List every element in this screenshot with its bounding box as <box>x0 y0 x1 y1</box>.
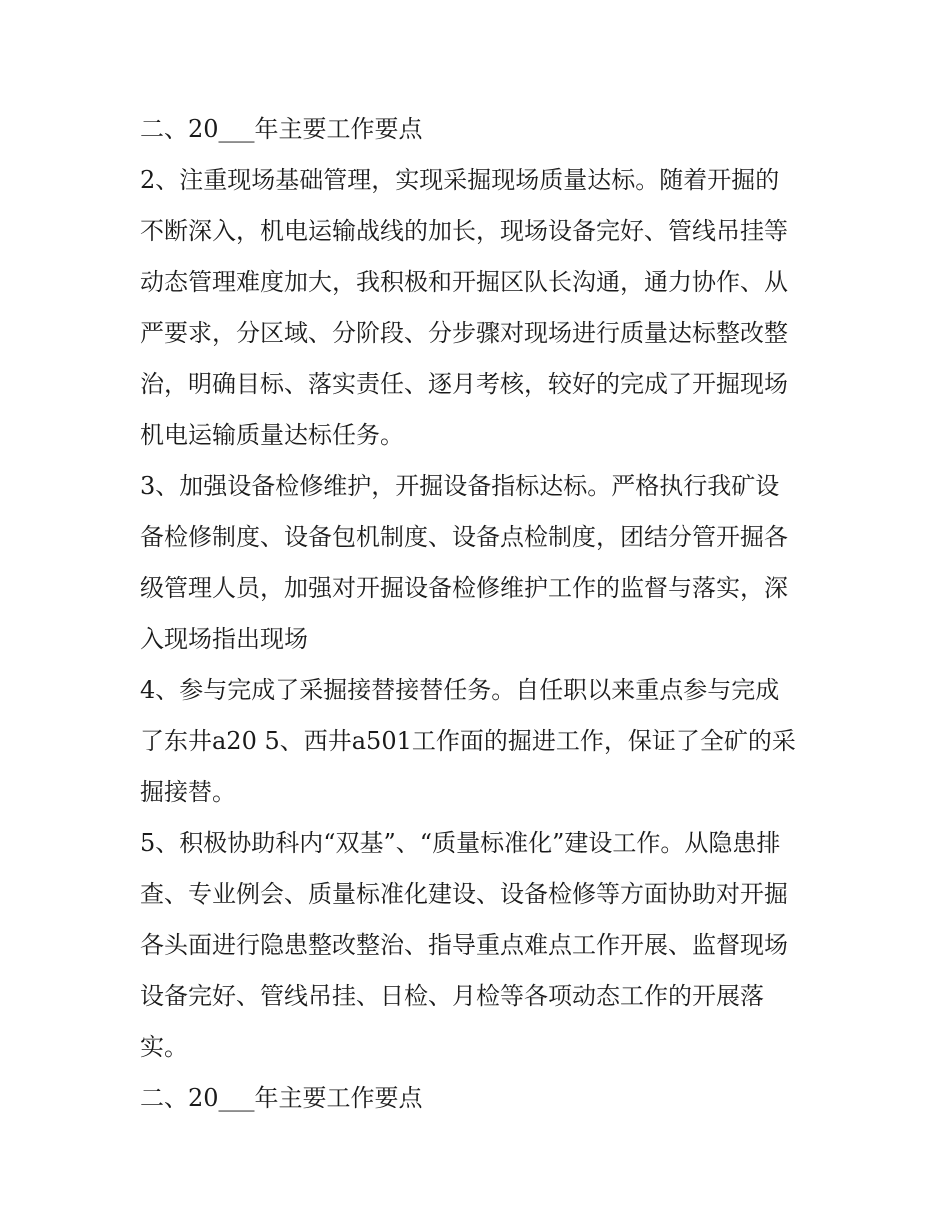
paragraph-line: 不断深入，机电运输战线的加长，现场设备完好、管线吊挂等 <box>140 217 788 245</box>
paragraph-line: 各头面进行隐患整改整治、指导重点难点工作开展、监督现场 <box>140 931 788 959</box>
heading-line: 二、20___年主要工作要点 <box>140 115 423 143</box>
paragraph-line: 入现场指出现场 <box>140 625 308 653</box>
paragraph-line: 备检修制度、设备包机制度、设备点检制度，团结分管开掘各 <box>140 523 788 551</box>
paragraph-line: 了东井a20 5、西井a501工作面的掘进工作，保证了全矿的采 <box>140 727 796 755</box>
document-body <box>140 104 820 1124</box>
heading-line: 二、20___年主要工作要点 <box>140 1084 423 1112</box>
paragraph-line: 3、加强设备检修维护，开掘设备指标达标。严格执行我矿设 <box>140 472 780 500</box>
paragraph-line: 实。 <box>140 1033 188 1061</box>
paragraph-line: 机电运输质量达标任务。 <box>140 421 404 449</box>
paragraph-line: 治，明确目标、落实责任、逐月考核，较好的完成了开掘现场 <box>140 370 788 398</box>
paragraph-line: 设备完好、管线吊挂、日检、月检等各项动态工作的开展落 <box>140 982 764 1010</box>
paragraph-line: 严要求，分区域、分阶段、分步骤对现场进行质量达标整改整 <box>140 319 788 347</box>
paragraph-line: 4、参与完成了采掘接替接替任务。自任职以来重点参与完成 <box>140 676 780 704</box>
paragraph-line: 级管理人员，加强对开掘设备检修维护工作的监督与落实，深 <box>140 574 788 602</box>
paragraph-line: 查、专业例会、质量标准化建设、设备检修等方面协助对开掘 <box>140 880 788 908</box>
paragraph-line: 2、注重现场基础管理，实现采掘现场质量达标。随着开掘的 <box>140 166 780 194</box>
paragraph-line: 动态管理难度加大，我积极和开掘区队长沟通，通力协作、从 <box>140 268 788 296</box>
paragraph-line: 5、积极协助科内“双基”、“质量标准化”建设工作。从隐患排 <box>140 829 781 857</box>
paragraph-line: 掘接替。 <box>140 778 236 806</box>
